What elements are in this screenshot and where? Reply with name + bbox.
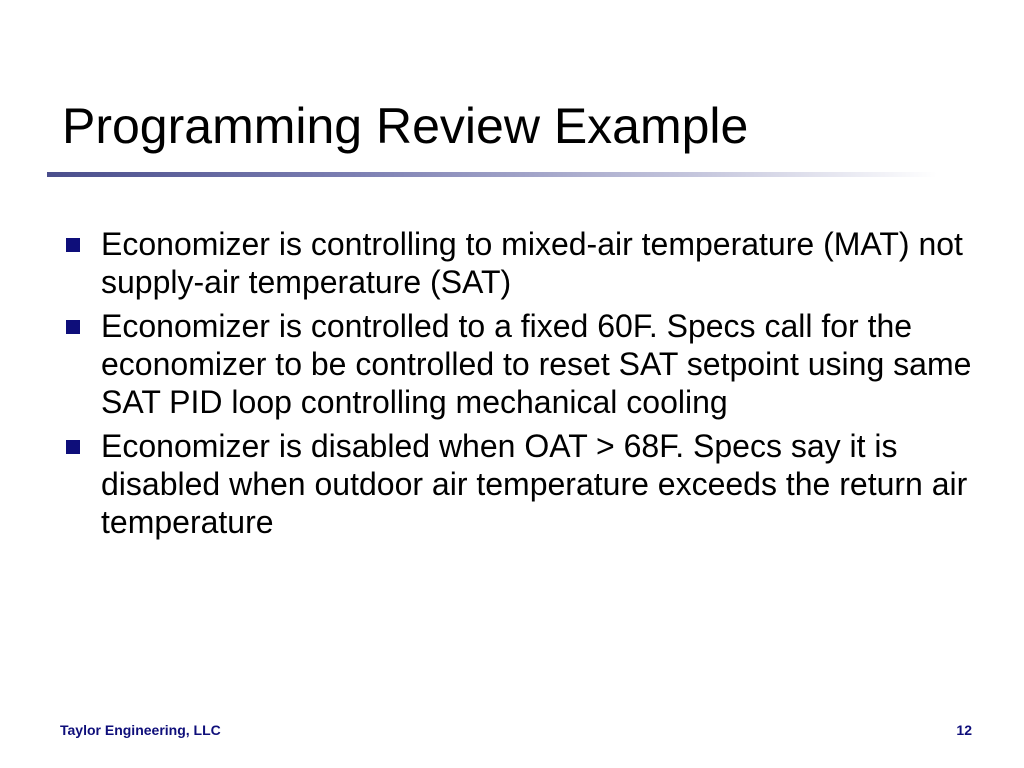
- footer-company-name: Taylor Engineering, LLC: [60, 722, 221, 738]
- footer-page-number: 12: [956, 722, 972, 738]
- square-bullet-icon: [66, 440, 80, 454]
- square-bullet-icon: [66, 238, 80, 252]
- bullet-text: Economizer is disabled when OAT > 68F. Specs say it is disabled when outdoor air temperature exceeds the return air temperature: [101, 428, 968, 540]
- bullet-item: [62, 307, 972, 421]
- square-bullet-icon: [66, 320, 80, 334]
- bullet-item: [62, 225, 972, 301]
- bullet-text: Economizer is controlling to mixed-air temperature (MAT) not supply-air temperature (SAT): [101, 226, 963, 300]
- title-divider: [47, 172, 937, 177]
- bullet-list: [62, 225, 972, 547]
- bullet-text: Economizer is controlled to a fixed 60F. Specs call for the economizer to be controlled to reset SAT setpoint using same SAT PID loop controlling mechanical cooling: [101, 308, 972, 420]
- bullet-item: [62, 427, 972, 541]
- slide-title: Programming Review Example: [62, 98, 749, 154]
